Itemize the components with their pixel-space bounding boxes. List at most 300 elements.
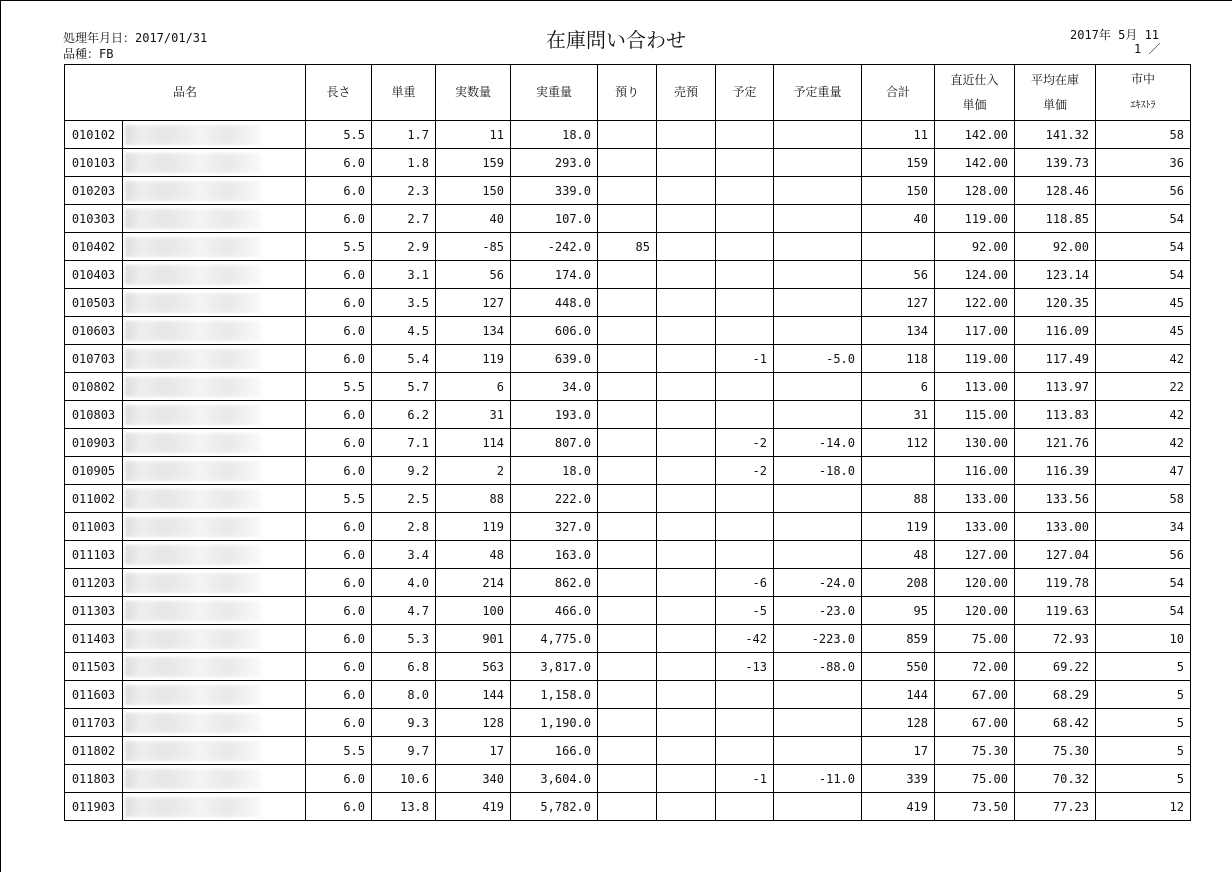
cell-deposit (598, 513, 657, 541)
col-unit-weight: 単重 (372, 65, 436, 121)
cell-planned-weight (774, 485, 862, 513)
cell-actual-weight: 1,190.0 (511, 709, 598, 737)
cell-actual-weight: 339.0 (511, 177, 598, 205)
redacted-blur (125, 741, 261, 761)
cell-deposit (598, 765, 657, 793)
cell-sold-deposit (657, 681, 716, 709)
cell-code: 010303 (65, 205, 123, 233)
cell-market: 54 (1096, 569, 1191, 597)
cell-length: 6.0 (306, 765, 372, 793)
cell-planned (716, 261, 774, 289)
cell-planned: -5 (716, 597, 774, 625)
cell-actual-weight: 18.0 (511, 121, 598, 149)
cell-length: 5.5 (306, 485, 372, 513)
cell-planned-weight: -24.0 (774, 569, 862, 597)
cell-actual-weight: 193.0 (511, 401, 598, 429)
cell-code: 011603 (65, 681, 123, 709)
cell-market: 10 (1096, 625, 1191, 653)
cell-planned (716, 513, 774, 541)
cell-planned-weight: -14.0 (774, 429, 862, 457)
table-row (65, 373, 1191, 401)
cell-planned-weight (774, 401, 862, 429)
cell-deposit (598, 457, 657, 485)
cell-unit-weight: 2.5 (372, 485, 436, 513)
col-average-stock-line2: 単価 (1042, 97, 1067, 112)
cell-planned-weight: -23.0 (774, 597, 862, 625)
cell-actual-qty: 48 (436, 541, 511, 569)
redacted-blur (125, 797, 261, 817)
cell-average-stock-price: 123.14 (1015, 261, 1096, 289)
cell-unit-weight: 9.7 (372, 737, 436, 765)
cell-actual-weight: 293.0 (511, 149, 598, 177)
cell-actual-qty: 88 (436, 485, 511, 513)
redacted-blur (125, 209, 261, 229)
cell-average-stock-price: 92.00 (1015, 233, 1096, 261)
table-row (65, 765, 1191, 793)
cell-average-stock-price: 116.09 (1015, 317, 1096, 345)
cell-product-name-redacted (123, 289, 306, 317)
cell-recent-purchase-price: 142.00 (935, 121, 1015, 149)
cell-product-name-redacted (123, 597, 306, 625)
cell-average-stock-price: 133.56 (1015, 485, 1096, 513)
cell-market: 58 (1096, 485, 1191, 513)
cell-code: 010803 (65, 401, 123, 429)
cell-recent-purchase-price: 75.00 (935, 625, 1015, 653)
cell-planned (716, 737, 774, 765)
cell-planned-weight (774, 709, 862, 737)
cell-recent-purchase-price: 113.00 (935, 373, 1015, 401)
cell-actual-weight: 862.0 (511, 569, 598, 597)
cell-deposit (598, 345, 657, 373)
cell-recent-purchase-price: 128.00 (935, 177, 1015, 205)
cell-sold-deposit (657, 121, 716, 149)
cell-length: 6.0 (306, 177, 372, 205)
cell-sold-deposit (657, 429, 716, 457)
table-row (65, 513, 1191, 541)
redacted-blur (125, 601, 261, 621)
cell-planned: -1 (716, 765, 774, 793)
cell-unit-weight: 8.0 (372, 681, 436, 709)
cell-code: 010103 (65, 149, 123, 177)
cell-planned-weight (774, 513, 862, 541)
cell-planned-weight (774, 373, 862, 401)
cell-planned (716, 205, 774, 233)
cell-length: 6.0 (306, 401, 372, 429)
cell-planned (716, 681, 774, 709)
cell-deposit (598, 401, 657, 429)
col-average-stock-line1: 平均在庫 (1030, 72, 1079, 87)
cell-deposit (598, 373, 657, 401)
cell-recent-purchase-price: 116.00 (935, 457, 1015, 485)
cell-planned-weight (774, 205, 862, 233)
table-row (65, 233, 1191, 261)
cell-sold-deposit (657, 457, 716, 485)
col-actual-weight: 実重量 (511, 65, 598, 121)
cell-actual-weight: 1,158.0 (511, 681, 598, 709)
cell-total: 11 (862, 121, 935, 149)
cell-total: 127 (862, 289, 935, 317)
cell-length: 6.0 (306, 653, 372, 681)
page-title: 在庫問い合わせ (546, 28, 686, 52)
col-market (1096, 65, 1191, 121)
page-number: 1 ／ (1134, 42, 1161, 56)
cell-code: 010703 (65, 345, 123, 373)
inventory-table (64, 64, 1191, 821)
redacted-blur (125, 461, 261, 481)
cell-actual-qty: 11 (436, 121, 511, 149)
cell-planned-weight: -5.0 (774, 345, 862, 373)
cell-sold-deposit (657, 541, 716, 569)
cell-market: 36 (1096, 149, 1191, 177)
cell-actual-weight: 18.0 (511, 457, 598, 485)
cell-unit-weight: 5.4 (372, 345, 436, 373)
cell-planned-weight (774, 317, 862, 345)
cell-average-stock-price: 77.23 (1015, 793, 1096, 821)
cell-actual-qty: 134 (436, 317, 511, 345)
cell-sold-deposit (657, 401, 716, 429)
cell-actual-qty: 114 (436, 429, 511, 457)
cell-planned (716, 289, 774, 317)
cell-actual-weight: 107.0 (511, 205, 598, 233)
cell-actual-qty: -85 (436, 233, 511, 261)
cell-actual-qty: 150 (436, 177, 511, 205)
cell-unit-weight: 6.2 (372, 401, 436, 429)
cell-total: 118 (862, 345, 935, 373)
cell-actual-qty: 6 (436, 373, 511, 401)
cell-unit-weight: 4.7 (372, 597, 436, 625)
cell-market: 22 (1096, 373, 1191, 401)
cell-length: 6.0 (306, 541, 372, 569)
cell-sold-deposit (657, 345, 716, 373)
cell-recent-purchase-price: 73.50 (935, 793, 1015, 821)
cell-actual-qty: 31 (436, 401, 511, 429)
cell-average-stock-price: 127.04 (1015, 541, 1096, 569)
cell-deposit (598, 569, 657, 597)
table-row (65, 653, 1191, 681)
cell-product-name-redacted (123, 373, 306, 401)
cell-unit-weight: 5.3 (372, 625, 436, 653)
cell-sold-deposit (657, 485, 716, 513)
cell-market: 54 (1096, 261, 1191, 289)
cell-average-stock-price: 141.32 (1015, 121, 1096, 149)
cell-planned (716, 317, 774, 345)
table-row (65, 261, 1191, 289)
cell-planned (716, 177, 774, 205)
redacted-blur (125, 321, 261, 341)
redacted-blur (125, 769, 261, 789)
cell-deposit (598, 317, 657, 345)
cell-total: 208 (862, 569, 935, 597)
cell-code: 011803 (65, 765, 123, 793)
col-market-line2: ｴｷｽﾄﾗ (1130, 100, 1156, 111)
cell-recent-purchase-price: 124.00 (935, 261, 1015, 289)
cell-actual-qty: 56 (436, 261, 511, 289)
cell-total: 88 (862, 485, 935, 513)
cell-total: 56 (862, 261, 935, 289)
cell-recent-purchase-price: 119.00 (935, 205, 1015, 233)
cell-length: 6.0 (306, 205, 372, 233)
cell-code: 010802 (65, 373, 123, 401)
cell-actual-weight: 807.0 (511, 429, 598, 457)
cell-sold-deposit (657, 177, 716, 205)
cell-sold-deposit (657, 373, 716, 401)
cell-average-stock-price: 113.83 (1015, 401, 1096, 429)
cell-actual-qty: 127 (436, 289, 511, 317)
cell-code: 010905 (65, 457, 123, 485)
cell-unit-weight: 9.2 (372, 457, 436, 485)
cell-length: 5.5 (306, 737, 372, 765)
redacted-blur (125, 629, 261, 649)
redacted-blur (125, 265, 261, 285)
redacted-blur (125, 433, 261, 453)
cell-planned-weight (774, 149, 862, 177)
cell-unit-weight: 4.5 (372, 317, 436, 345)
table-row (65, 177, 1191, 205)
col-recent-purchase-line2: 単価 (962, 97, 987, 112)
cell-total (862, 457, 935, 485)
cell-actual-qty: 214 (436, 569, 511, 597)
cell-length: 6.0 (306, 429, 372, 457)
col-recent-purchase-line1: 直近仕入 (950, 72, 999, 87)
col-total: 合計 (862, 65, 935, 121)
cell-unit-weight: 2.8 (372, 513, 436, 541)
cell-product-name-redacted (123, 345, 306, 373)
print-date: 2017年 5月 11 (1070, 28, 1160, 42)
col-market-line1: 市中 (1130, 72, 1155, 86)
cell-total: 550 (862, 653, 935, 681)
cell-average-stock-price: 72.93 (1015, 625, 1096, 653)
cell-code: 011903 (65, 793, 123, 821)
cell-length: 6.0 (306, 149, 372, 177)
cell-sold-deposit (657, 205, 716, 233)
redacted-blur (125, 349, 261, 369)
cell-sold-deposit (657, 793, 716, 821)
cell-planned-weight (774, 121, 862, 149)
cell-product-name-redacted (123, 513, 306, 541)
cell-deposit (598, 205, 657, 233)
cell-total: 112 (862, 429, 935, 457)
cell-average-stock-price: 113.97 (1015, 373, 1096, 401)
cell-actual-weight: 166.0 (511, 737, 598, 765)
col-length: 長さ (306, 65, 372, 121)
cell-product-name-redacted (123, 569, 306, 597)
cell-market: 54 (1096, 205, 1191, 233)
cell-market: 42 (1096, 429, 1191, 457)
cell-length: 6.0 (306, 513, 372, 541)
cell-average-stock-price: 133.00 (1015, 513, 1096, 541)
cell-market: 12 (1096, 793, 1191, 821)
col-actual-qty: 実数量 (436, 65, 511, 121)
cell-planned-weight: -11.0 (774, 765, 862, 793)
cell-market: 5 (1096, 737, 1191, 765)
cell-length: 6.0 (306, 261, 372, 289)
cell-market: 58 (1096, 121, 1191, 149)
cell-code: 011303 (65, 597, 123, 625)
col-planned: 予定 (716, 65, 774, 121)
cell-recent-purchase-price: 120.00 (935, 569, 1015, 597)
cell-unit-weight: 3.1 (372, 261, 436, 289)
cell-unit-weight: 5.7 (372, 373, 436, 401)
cell-average-stock-price: 75.30 (1015, 737, 1096, 765)
cell-actual-qty: 563 (436, 653, 511, 681)
cell-planned (716, 373, 774, 401)
cell-average-stock-price: 69.22 (1015, 653, 1096, 681)
cell-code: 011103 (65, 541, 123, 569)
cell-average-stock-price: 121.76 (1015, 429, 1096, 457)
cell-product-name-redacted (123, 121, 306, 149)
cell-recent-purchase-price: 67.00 (935, 709, 1015, 737)
cell-code: 011503 (65, 653, 123, 681)
cell-unit-weight: 9.3 (372, 709, 436, 737)
table-row (65, 345, 1191, 373)
redacted-blur (125, 293, 261, 313)
cell-length: 5.5 (306, 373, 372, 401)
cell-average-stock-price: 116.39 (1015, 457, 1096, 485)
redacted-blur (125, 377, 261, 397)
cell-code: 010402 (65, 233, 123, 261)
cell-actual-weight: 174.0 (511, 261, 598, 289)
cell-sold-deposit (657, 737, 716, 765)
cell-recent-purchase-price: 117.00 (935, 317, 1015, 345)
cell-product-name-redacted (123, 261, 306, 289)
cell-recent-purchase-price: 115.00 (935, 401, 1015, 429)
cell-planned (716, 121, 774, 149)
cell-total: 150 (862, 177, 935, 205)
cell-product-name-redacted (123, 149, 306, 177)
table-row (65, 205, 1191, 233)
cell-planned (716, 233, 774, 261)
cell-recent-purchase-price: 130.00 (935, 429, 1015, 457)
cell-sold-deposit (657, 317, 716, 345)
cell-actual-qty: 901 (436, 625, 511, 653)
cell-deposit (598, 289, 657, 317)
cell-sold-deposit (657, 569, 716, 597)
cell-actual-weight: 4,775.0 (511, 625, 598, 653)
cell-market: 54 (1096, 233, 1191, 261)
table-row (65, 793, 1191, 821)
cell-planned-weight (774, 177, 862, 205)
table-row (65, 317, 1191, 345)
cell-product-name-redacted (123, 177, 306, 205)
cell-sold-deposit (657, 597, 716, 625)
cell-market: 5 (1096, 765, 1191, 793)
cell-total: 159 (862, 149, 935, 177)
cell-market: 5 (1096, 681, 1191, 709)
cell-average-stock-price: 118.85 (1015, 205, 1096, 233)
cell-total: 339 (862, 765, 935, 793)
table-row (65, 681, 1191, 709)
redacted-blur (125, 657, 261, 677)
cell-deposit (598, 149, 657, 177)
cell-deposit (598, 597, 657, 625)
cell-planned (716, 149, 774, 177)
cell-actual-qty: 340 (436, 765, 511, 793)
cell-planned (716, 541, 774, 569)
cell-product-name-redacted (123, 681, 306, 709)
cell-average-stock-price: 117.49 (1015, 345, 1096, 373)
cell-product-name-redacted (123, 401, 306, 429)
cell-actual-qty: 40 (436, 205, 511, 233)
page-border-left (0, 0, 1, 872)
cell-sold-deposit (657, 233, 716, 261)
cell-unit-weight: 6.8 (372, 653, 436, 681)
redacted-blur (125, 153, 261, 173)
cell-length: 6.0 (306, 625, 372, 653)
cell-total: 128 (862, 709, 935, 737)
cell-product-name-redacted (123, 625, 306, 653)
table-row (65, 457, 1191, 485)
cell-code: 010403 (65, 261, 123, 289)
cell-market: 34 (1096, 513, 1191, 541)
cell-actual-qty: 159 (436, 149, 511, 177)
cell-actual-weight: 327.0 (511, 513, 598, 541)
cell-actual-weight: 34.0 (511, 373, 598, 401)
cell-average-stock-price: 119.78 (1015, 569, 1096, 597)
cell-deposit (598, 681, 657, 709)
cell-total: 31 (862, 401, 935, 429)
cell-sold-deposit (657, 765, 716, 793)
cell-market: 56 (1096, 541, 1191, 569)
col-average-stock-price (1015, 65, 1096, 121)
cell-actual-qty: 128 (436, 709, 511, 737)
cell-average-stock-price: 120.35 (1015, 289, 1096, 317)
cell-sold-deposit (657, 261, 716, 289)
cell-product-name-redacted (123, 765, 306, 793)
cell-product-name-redacted (123, 653, 306, 681)
cell-recent-purchase-price: 133.00 (935, 485, 1015, 513)
cell-average-stock-price: 68.42 (1015, 709, 1096, 737)
col-deposit: 預り (598, 65, 657, 121)
cell-actual-weight: 466.0 (511, 597, 598, 625)
cell-total: 419 (862, 793, 935, 821)
cell-average-stock-price: 68.29 (1015, 681, 1096, 709)
cell-code: 011403 (65, 625, 123, 653)
cell-actual-qty: 144 (436, 681, 511, 709)
cell-actual-weight: 448.0 (511, 289, 598, 317)
cell-planned (716, 709, 774, 737)
redacted-blur (125, 517, 261, 537)
cell-planned-weight (774, 289, 862, 317)
cell-total: 40 (862, 205, 935, 233)
cell-length: 6.0 (306, 569, 372, 597)
cell-planned (716, 401, 774, 429)
table-row (65, 289, 1191, 317)
cell-deposit: 85 (598, 233, 657, 261)
cell-code: 011203 (65, 569, 123, 597)
cell-planned-weight (774, 541, 862, 569)
cell-product-name-redacted (123, 457, 306, 485)
redacted-blur (125, 685, 261, 705)
cell-average-stock-price: 119.63 (1015, 597, 1096, 625)
cell-product-name-redacted (123, 429, 306, 457)
cell-unit-weight: 3.4 (372, 541, 436, 569)
cell-unit-weight: 7.1 (372, 429, 436, 457)
cell-deposit (598, 177, 657, 205)
cell-planned-weight: -18.0 (774, 457, 862, 485)
cell-planned (716, 485, 774, 513)
cell-product-name-redacted (123, 205, 306, 233)
cell-code: 010603 (65, 317, 123, 345)
cell-total: 134 (862, 317, 935, 345)
redacted-blur (125, 713, 261, 733)
cell-planned-weight (774, 737, 862, 765)
redacted-blur (125, 237, 261, 257)
cell-market: 5 (1096, 709, 1191, 737)
redacted-blur (125, 181, 261, 201)
cell-unit-weight: 1.8 (372, 149, 436, 177)
cell-recent-purchase-price: 127.00 (935, 541, 1015, 569)
table-row (65, 625, 1191, 653)
